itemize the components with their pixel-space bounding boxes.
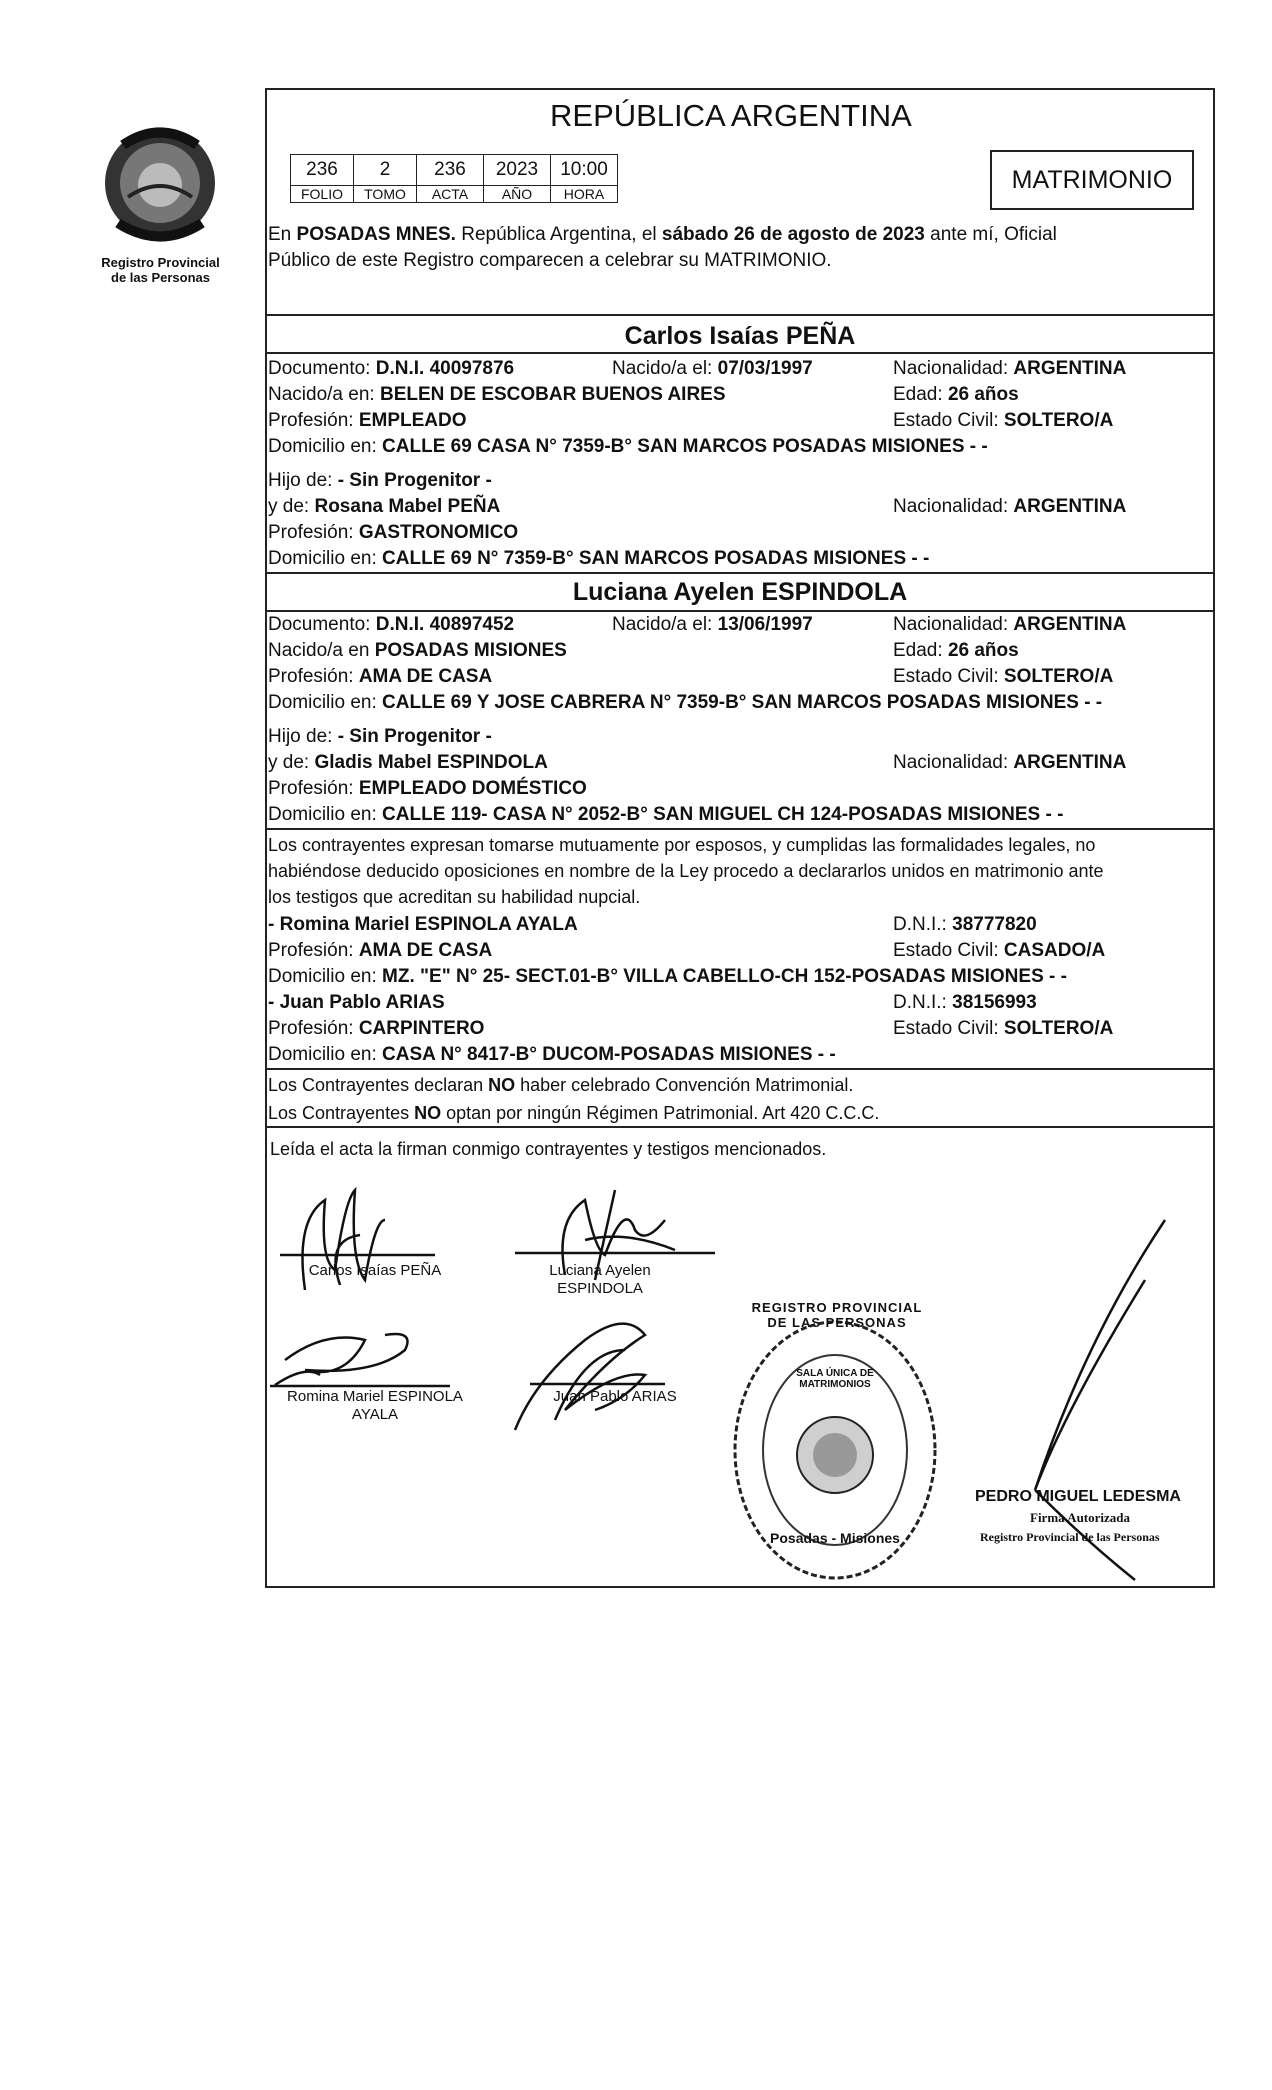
groom-civil-status: Estado Civil: SOLTERO/A xyxy=(893,410,1114,431)
divider xyxy=(265,1126,1215,1128)
groom-mother-address: Domicilio en: CALLE 69 N° 7359-B° SAN MARCOS POSADAS MISIONES - - xyxy=(268,548,930,569)
bride-mother-nationality: Nacionalidad: ARGENTINA xyxy=(893,752,1127,773)
logo-caption-line2: de las Personas xyxy=(111,270,210,285)
act-type: MATRIMONIO xyxy=(1011,166,1173,194)
witness-2-profession: Profesión: CARPINTERO xyxy=(268,1018,485,1039)
official-title: Firma Autorizada xyxy=(1030,1510,1131,1525)
divider xyxy=(265,314,1215,316)
groom-birthdate: Nacido/a el: 07/03/1997 xyxy=(612,358,813,379)
divider xyxy=(265,352,1215,354)
witness-1-profession: Profesión: AMA DE CASA xyxy=(268,940,493,961)
registry-table xyxy=(290,154,618,203)
registry-logo xyxy=(88,115,233,290)
bride-birthdate: Nacido/a el: 13/06/1997 xyxy=(612,614,813,635)
witness-2-name: - Juan Pablo ARIAS xyxy=(268,992,445,1013)
convention-line1: Los Contrayentes declaran NO haber celebrado Convención Matrimonial. xyxy=(268,1075,854,1095)
acta-value: 236 xyxy=(417,155,484,186)
declaration-line3: los testigos que acreditan su habilidad nupcial. xyxy=(268,887,641,907)
intro-line1: En POSADAS MNES. República Argentina, el sábado 26 de agosto de 2023 ante mí, Oficial xyxy=(268,224,1057,245)
tomo-value: 2 xyxy=(354,155,417,186)
groom-nationality: Nacionalidad: ARGENTINA xyxy=(893,358,1127,379)
signature-caption-witness1-line2: AYALA xyxy=(351,1406,399,1423)
province-seal-icon xyxy=(88,115,233,250)
groom-document: Documento: D.N.I. 40097876 xyxy=(268,358,515,379)
bride-profession: Profesión: AMA DE CASA xyxy=(268,666,493,687)
groom-name: Carlos Isaías PEÑA xyxy=(624,322,856,350)
logo-caption-line1: Registro Provincial xyxy=(101,255,220,270)
bride-mother-profession: Profesión: EMPLEADO DOMÉSTICO xyxy=(268,778,587,799)
signature-caption-groom: Carlos Isaías PEÑA xyxy=(308,1262,442,1279)
witness-1-name: - Romina Mariel ESPINOLA AYALA xyxy=(268,914,578,935)
bride-mother-address: Domicilio en: CALLE 119- CASA N° 2052-B° SAN MIGUEL CH 124-POSADAS MISIONES - - xyxy=(268,804,1064,825)
stamp-outer-text: REGISTRO PROVINCIAL DE LAS PERSONAS xyxy=(751,1300,923,1330)
witness-1-address: Domicilio en: MZ. "E" N° 25- SECT.01-B° VILLA CABELLO-CH 152-POSADAS MISIONES - - xyxy=(268,966,1067,987)
bride-civil-status: Estado Civil: SOLTERO/A xyxy=(893,666,1114,687)
tomo-label: TOMO xyxy=(354,186,417,203)
bride-nationality: Nacionalidad: ARGENTINA xyxy=(893,614,1127,635)
bride-age: Edad: 26 años xyxy=(893,640,1019,661)
witness-1-dni: D.N.I.: 38777820 xyxy=(893,914,1037,935)
groom-profession: Profesión: EMPLEADO xyxy=(268,410,467,431)
bride-birthplace: Nacido/a en POSADAS MISIONES xyxy=(268,640,567,661)
divider xyxy=(265,828,1215,830)
bride-name: Luciana Ayelen ESPINDOLA xyxy=(572,578,908,606)
anio-label: AÑO xyxy=(484,186,551,203)
signature-caption-bride-line2: ESPINDOLA xyxy=(557,1280,643,1297)
declaration-line1: Los contrayentes expresan tomarse mutuamente por esposos, y cumplidas las formalidades legales, no xyxy=(268,835,1096,855)
official-organization: Registro Provincial de las Personas xyxy=(980,1530,1160,1544)
bride-address: Domicilio en: CALLE 69 Y JOSE CABRERA N° 7359-B° SAN MARCOS POSADAS MISIONES - - xyxy=(268,692,1103,713)
declaration-line2: habiéndose deducido oposiciones en nombre de la Ley procedo a declararlos unidos en matrimonio ante xyxy=(268,861,1104,881)
signature-caption-witness2: Juan Pablo ARIAS xyxy=(553,1388,677,1405)
official-name: PEDRO MIGUEL LEDESMA xyxy=(975,1488,1181,1505)
groom-age: Edad: 26 años xyxy=(893,384,1019,405)
folio-value: 236 xyxy=(291,155,354,186)
bride-father: Hijo de: - Sin Progenitor - xyxy=(268,726,492,747)
witness-2-civil-status: Estado Civil: SOLTERO/A xyxy=(893,1018,1114,1039)
page-title: REPÚBLICA ARGENTINA xyxy=(550,98,912,133)
groom-address: Domicilio en: CALLE 69 CASA N° 7359-B° SAN MARCOS POSADAS MISIONES - - xyxy=(268,436,988,457)
signature-caption-witness1-line1: Romina Mariel ESPINOLA xyxy=(287,1388,463,1405)
intro-line2: Público de este Registro comparecen a celebrar su MATRIMONIO. xyxy=(268,250,832,271)
bride-mother: y de: Gladis Mabel ESPINDOLA xyxy=(268,752,548,773)
stamp-inner-text: SALA ÚNICA DE MATRIMONIOS xyxy=(796,1368,874,1390)
divider xyxy=(265,572,1215,574)
groom-father: Hijo de: - Sin Progenitor - xyxy=(268,470,492,491)
witness-2-dni: D.N.I.: 38156993 xyxy=(893,992,1037,1013)
groom-mother-profession: Profesión: GASTRONOMICO xyxy=(268,522,519,543)
acta-label: ACTA xyxy=(417,186,484,203)
closing-statement: Leída el acta la firman conmigo contrayentes y testigos mencionados. xyxy=(270,1139,827,1159)
divider xyxy=(265,1068,1215,1070)
witness-1-civil-status: Estado Civil: CASADO/A xyxy=(893,940,1106,961)
signature-caption-bride-line1: Luciana Ayelen xyxy=(549,1262,651,1279)
groom-mother-nationality: Nacionalidad: ARGENTINA xyxy=(893,496,1127,517)
divider xyxy=(265,610,1215,612)
bride-document: Documento: D.N.I. 40897452 xyxy=(268,614,515,635)
act-type-box xyxy=(990,150,1194,210)
groom-mother: y de: Rosana Mabel PEÑA xyxy=(268,496,501,517)
folio-label: FOLIO xyxy=(291,186,354,203)
hora-value: 10:00 xyxy=(551,155,618,186)
convention-line2: Los Contrayentes NO optan por ningún Régimen Patrimonial. Art 420 C.C.C. xyxy=(268,1103,880,1123)
witness-2-address: Domicilio en: CASA N° 8417-B° DUCOM-POSADAS MISIONES - - xyxy=(268,1044,836,1065)
groom-birthplace: Nacido/a en: BELEN DE ESCOBAR BUENOS AIRES xyxy=(268,384,726,405)
stamp-bottom-text: Posadas - Misiones xyxy=(770,1530,900,1546)
anio-value: 2023 xyxy=(484,155,551,186)
hora-label: HORA xyxy=(551,186,618,203)
